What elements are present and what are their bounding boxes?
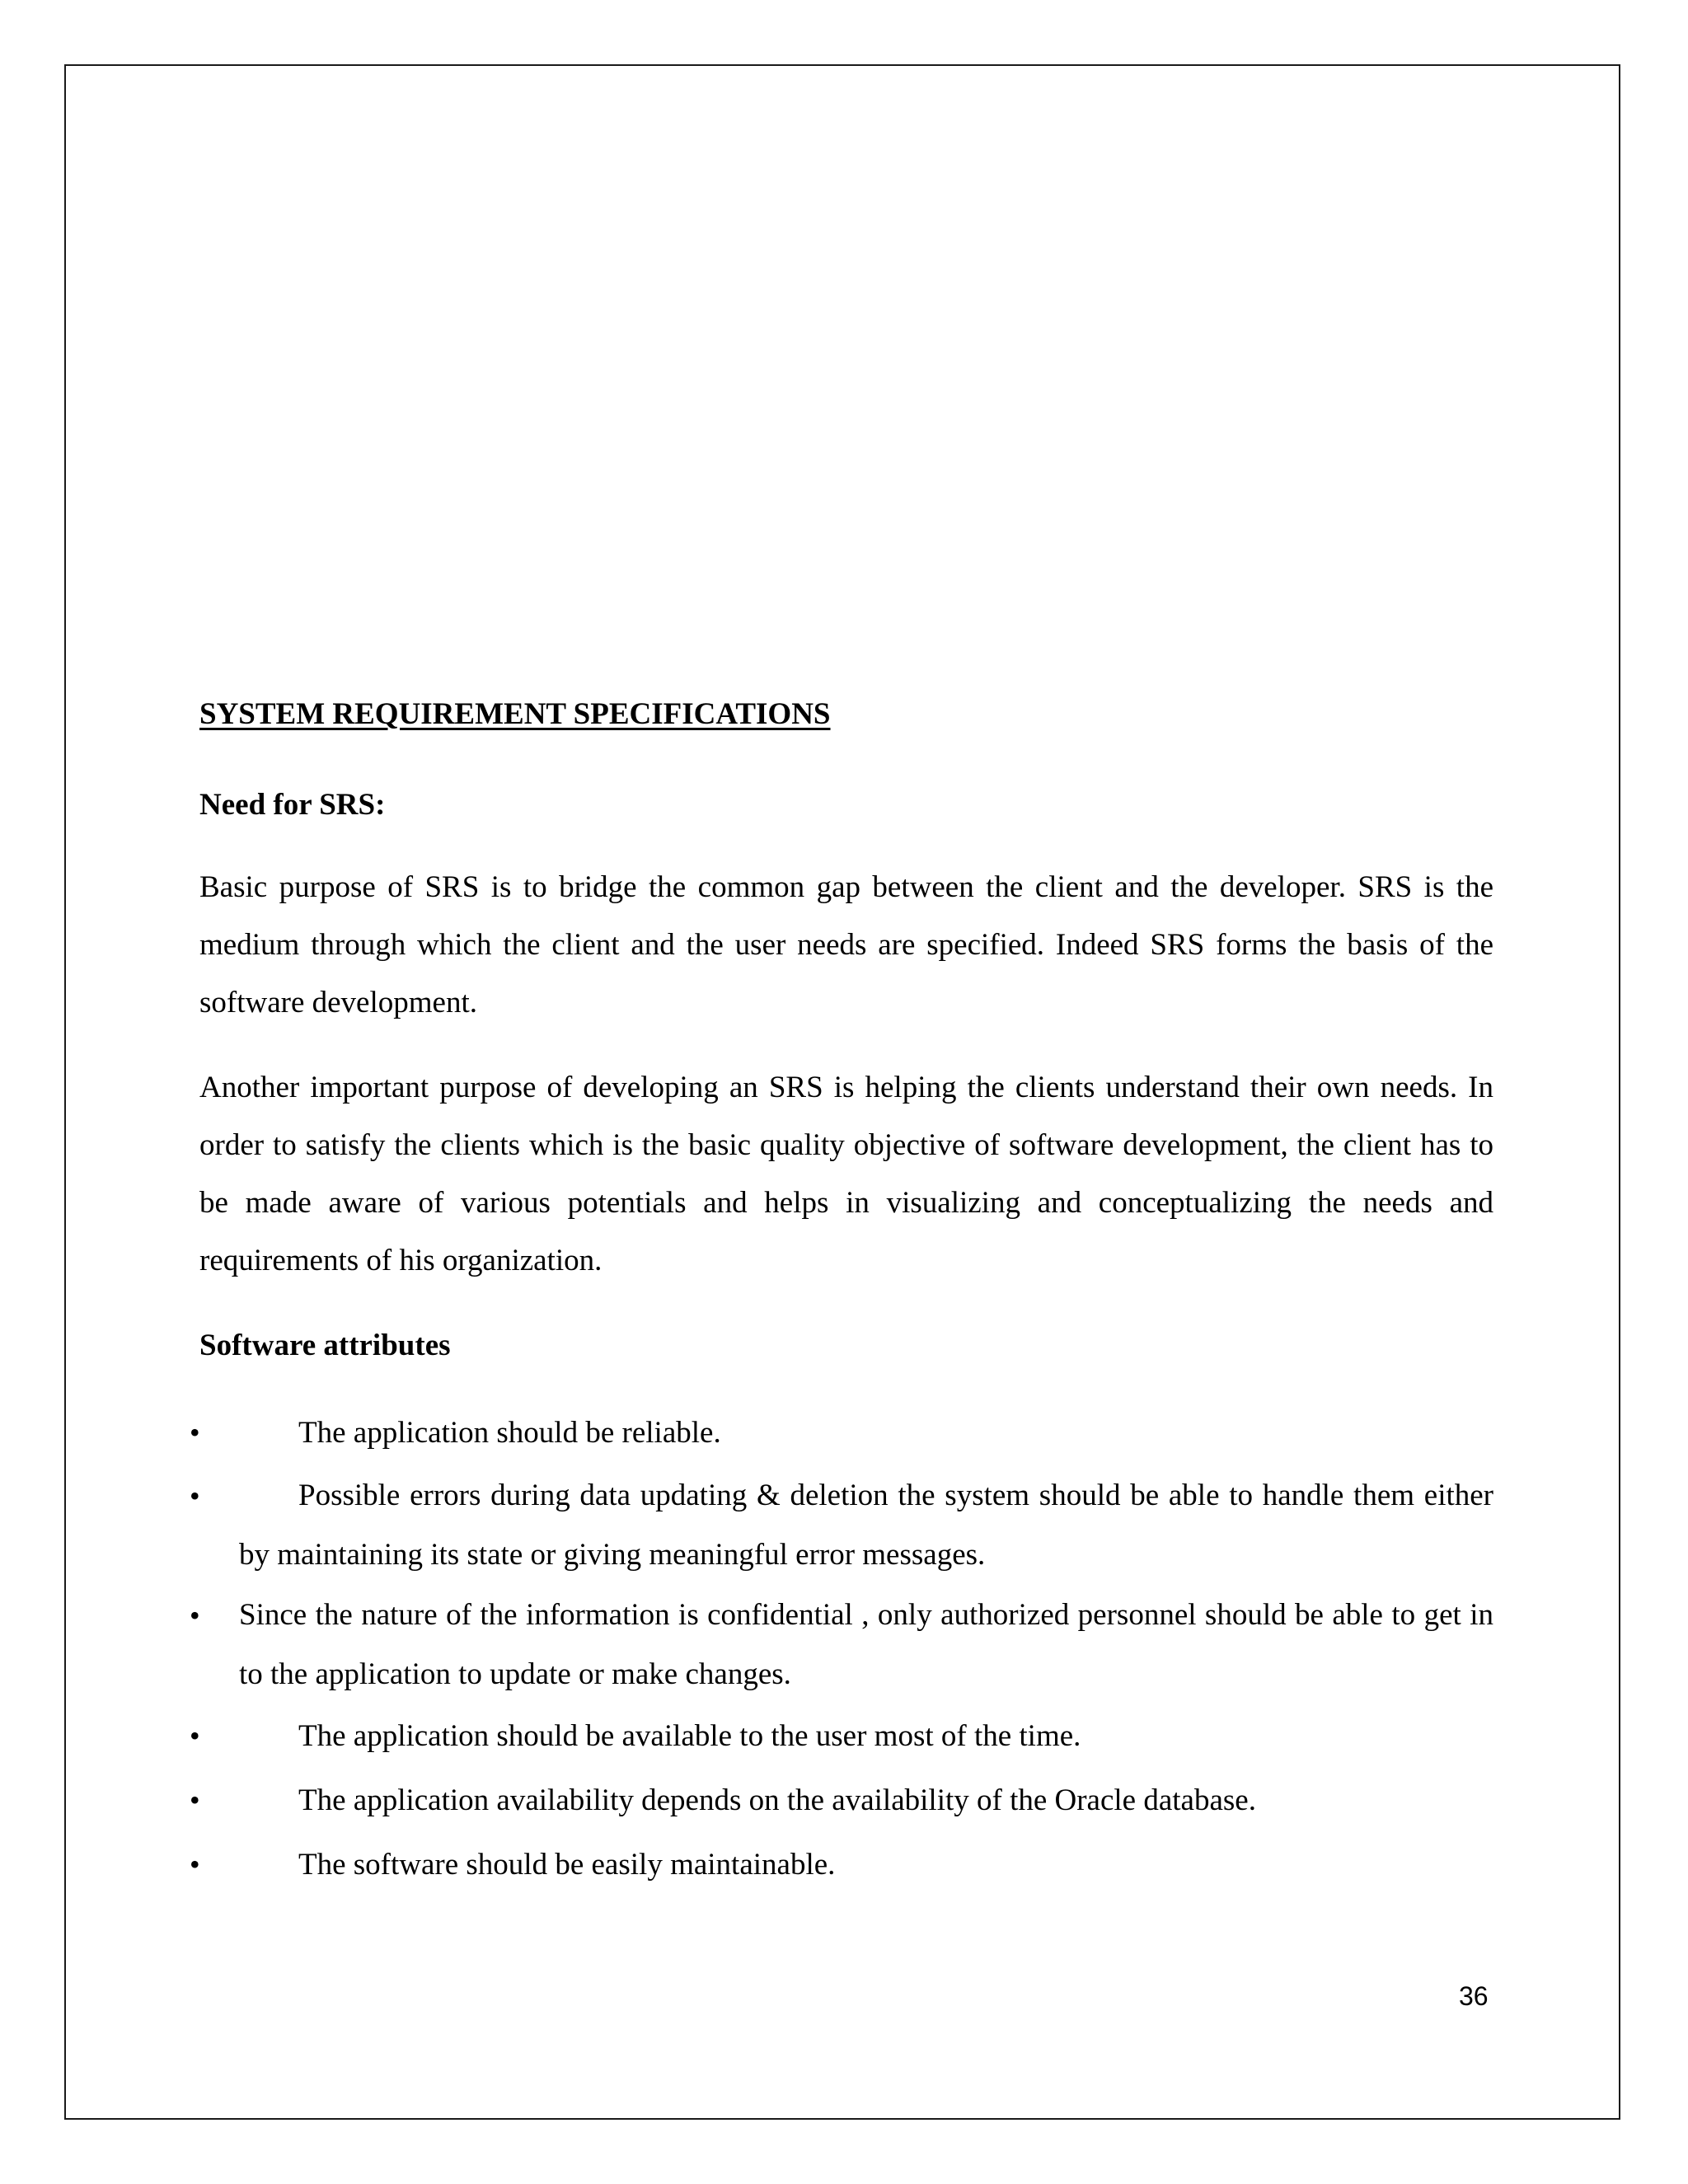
bullet-marker: • [190, 1848, 200, 1881]
section-heading-software-attributes: Software attributes [199, 1329, 451, 1362]
bullet-marker: • [190, 1416, 200, 1449]
bullet-marker: • [190, 1719, 200, 1752]
paragraph-srs-client-needs: Another important purpose of developing an SRS is helping the clients understand their own needs. In order to satisfy the clients which is the basic quality objective of software development, the client has to be made aware of various potentials and helps in visualizing and conceptualizing the needs and requirements of his organization. [199, 1071, 1493, 1277]
bullet-item-authorized-personnel: Since the nature of the information is confidential , only authorized personnel should be able to get in to the application to update or make changes. [239, 1598, 1493, 1691]
page-number: 36 [1459, 1981, 1489, 2011]
bullet-marker: • [190, 1479, 200, 1512]
bullet-item-reliable: The application should be reliable. [298, 1416, 721, 1450]
section-heading-need-for-srs: Need for SRS: [199, 788, 386, 822]
bullet-item-maintainable: The software should be easily maintainable. [298, 1848, 836, 1882]
paragraph-srs-purpose: Basic purpose of SRS is to bridge the common gap between the client and the developer. SRS is the medium through which the client and the user needs are specified. Indeed SRS forms the basis of the software development. [199, 870, 1493, 1019]
document-title: SYSTEM REQUIREMENT SPECIFICATIONS [199, 697, 831, 731]
bullet-item-availability: The application should be available to the user most of the time. [298, 1719, 1081, 1753]
bullet-marker: • [190, 1599, 200, 1632]
bullet-item-oracle-database: The application availability depends on the availability of the Oracle database. [298, 1783, 1256, 1817]
bullet-marker: • [190, 1783, 200, 1816]
bullet-item-error-handling: Possible errors during data updating & deletion the system should be able to handle them either by maintaining its state or giving meaningful error messages. [239, 1479, 1493, 1572]
